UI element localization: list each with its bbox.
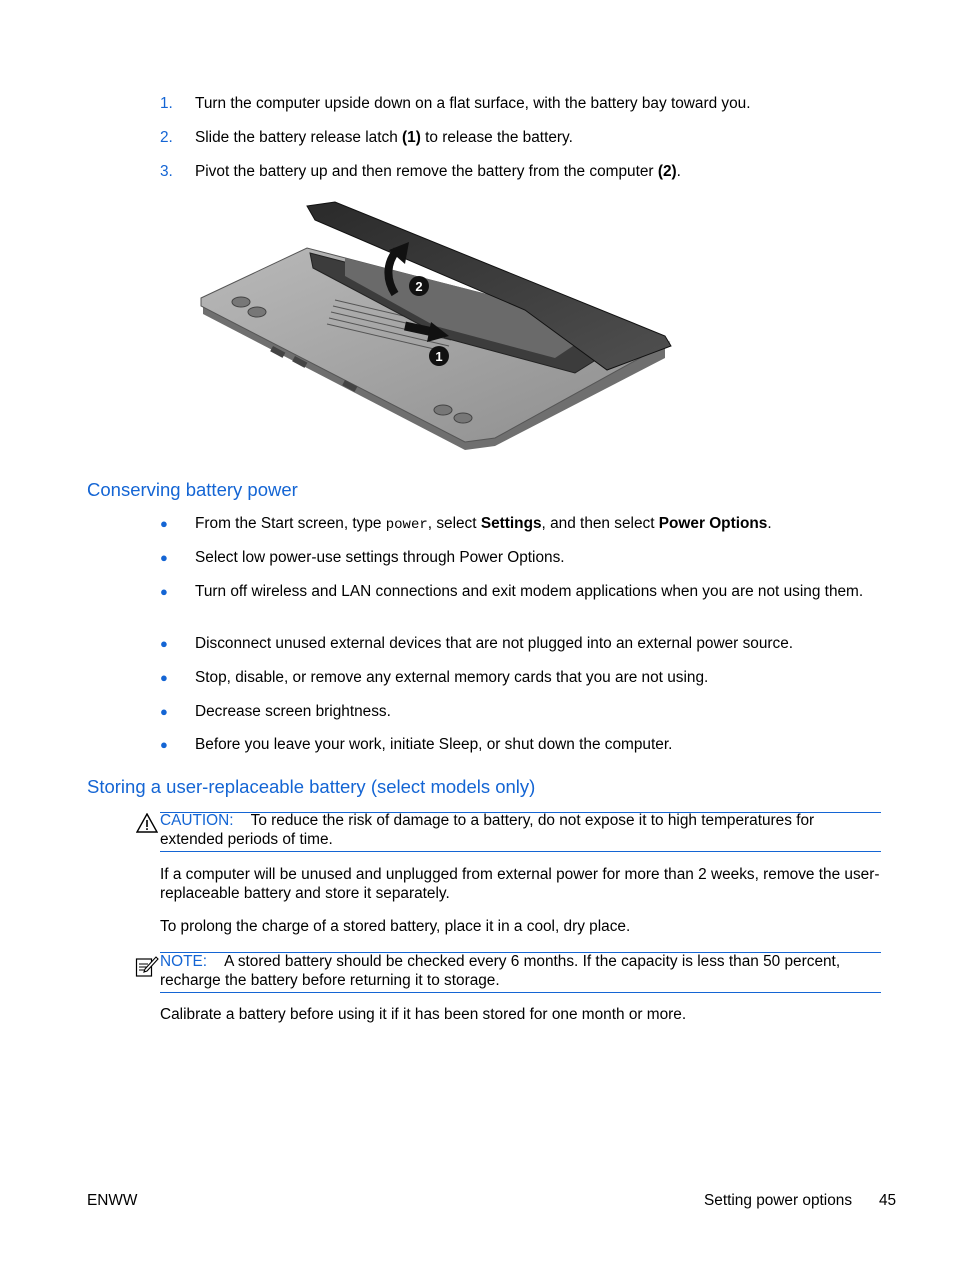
page-number: 45 — [879, 1192, 897, 1209]
bullet-7: Before you leave your work, initiate Sleep, or shut down the computer. — [195, 736, 673, 753]
caution-label: CAUTION: — [160, 812, 234, 829]
code-text: power — [385, 517, 428, 533]
note-text-block — [160, 952, 880, 990]
step-2-text — [195, 128, 895, 147]
callout-1: 1 — [435, 349, 443, 364]
step-number: 3. — [160, 163, 173, 180]
callout-ref: (1) — [402, 129, 421, 146]
bullet-5: Stop, disable, or remove any external memory cards that you are not using. — [195, 669, 709, 686]
footer-left: ENWW — [87, 1192, 138, 1209]
text: Pivot the battery up and then remove the battery from the computer — [195, 163, 658, 180]
step-number: 1. — [160, 95, 173, 112]
callout-ref: (2) — [657, 163, 677, 180]
bullet-1 — [195, 514, 885, 535]
note-bottom-rule — [160, 992, 881, 993]
bullet-icon: ● — [160, 516, 168, 531]
footer-section-title: Setting power options — [704, 1192, 853, 1209]
bullet-3: Turn off wireless and LAN connections and exit modem applications when you are not using them. — [195, 583, 864, 600]
step-3 — [160, 162, 173, 181]
text: Slide the battery release latch — [195, 129, 403, 146]
bullet-4: Disconnect unused external devices that are not plugged into an external power source. — [195, 635, 794, 652]
text: , and then select — [541, 515, 659, 532]
caution-text: To reduce the risk of damage to a battery, do not expose it to high temperatures for extended periods of time. — [160, 812, 815, 848]
step-3-text — [195, 162, 895, 181]
step-1 — [160, 94, 173, 113]
ui-term-settings: Settings — [480, 515, 542, 532]
bullet-icon: ● — [160, 737, 168, 752]
bullet-2: Select low power-use settings through Power Options. — [195, 549, 565, 566]
paragraph-calibrate: Calibrate a battery before using it if it has been stored for one month or more. — [160, 1006, 687, 1023]
step-2 — [160, 128, 173, 147]
note-text: A stored battery should be checked every 6 months. If the capacity is less than 50 percent, recharge the battery before returning it to storage. — [160, 953, 841, 989]
bullet-icon: ● — [160, 670, 168, 685]
bullet-icon: ● — [160, 704, 168, 719]
section-heading-conserving: Conserving battery power — [87, 479, 298, 500]
paragraph-unused-computer: If a computer will be unused and unplugged from external power for more than 2 weeks, remove the user-replaceable battery and store it separately. — [160, 866, 880, 902]
note-label: NOTE: — [160, 953, 208, 970]
battery-removal-illustration — [195, 198, 675, 454]
text: From the Start screen, type — [195, 515, 386, 532]
text: to release the battery. — [420, 129, 573, 146]
caution-text-block — [160, 811, 880, 849]
note-pencil-icon — [135, 954, 159, 978]
bullet-6: Decrease screen brightness. — [195, 703, 391, 720]
text: . — [676, 163, 681, 180]
text: , select — [427, 515, 481, 532]
step-1-text: Turn the computer upside down on a flat surface, with the battery bay toward you. — [195, 95, 751, 112]
bullet-icon: ● — [160, 550, 168, 565]
section-heading-storing: Storing a user-replaceable battery (select models only) — [87, 776, 536, 797]
caution-warning-icon — [136, 813, 158, 833]
bullet-icon: ● — [160, 636, 168, 651]
ui-term-power-options: Power Options — [658, 515, 768, 532]
caution-bottom-rule — [160, 851, 881, 852]
bullet-icon: ● — [160, 584, 168, 599]
paragraph-prolong-charge: To prolong the charge of a stored battery, place it in a cool, dry place. — [160, 918, 631, 935]
text: . — [767, 515, 772, 532]
step-number: 2. — [160, 129, 173, 146]
callout-2: 2 — [415, 279, 423, 294]
